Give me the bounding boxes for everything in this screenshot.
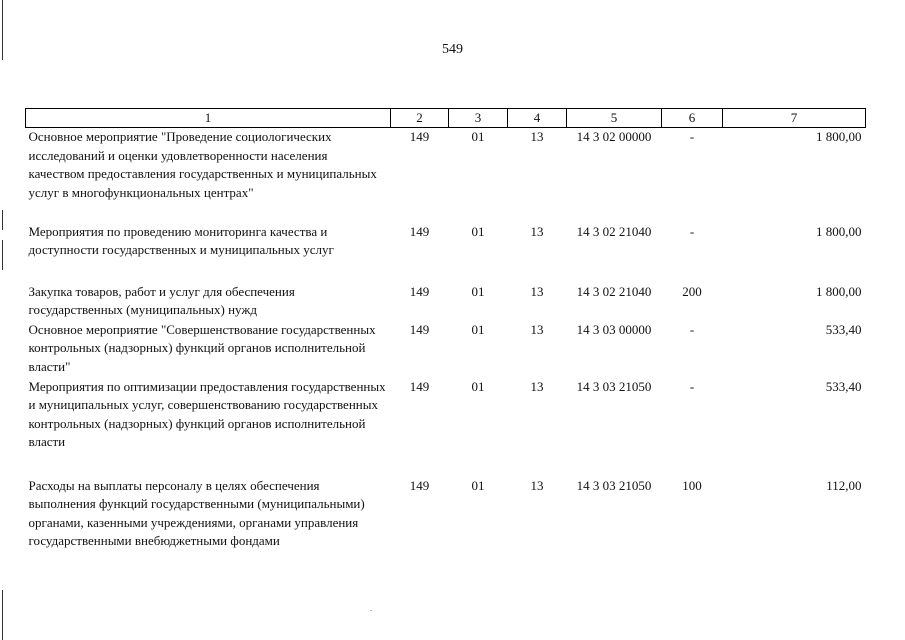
row-code-4: 13 (530, 129, 544, 144)
row-code-2: 149 (409, 283, 430, 299)
row-amount: 1 800,00 (816, 283, 862, 299)
row-code-2: 149 (409, 223, 430, 239)
column-header-2: 2 (391, 109, 449, 128)
row-code-5: 14 3 03 00000 (576, 321, 652, 337)
column-header-6: 6 (662, 109, 723, 128)
table-row (26, 378, 866, 477)
row-name: Расходы на выплаты персоналу в целях обеспечения выполнения функций государственными (муниципальными) органами, казенными учреждениями, органами управления государственными внебюджетными фондами (28, 477, 365, 548)
row-code-3: 01 (471, 378, 485, 394)
table-row (26, 283, 866, 321)
scan-edge-mark (2, 240, 3, 270)
row-code-2: 149 (409, 378, 430, 394)
row-code-5: 14 3 02 00000 (576, 129, 652, 144)
row-code-3: 01 (471, 477, 485, 493)
row-code-3: 01 (471, 283, 485, 299)
row-code-4: 13 (530, 477, 544, 493)
row-code-2: 149 (409, 321, 430, 337)
column-header-4: 4 (508, 109, 567, 128)
row-amount: 533,40 (825, 378, 862, 394)
row-code-4: 13 (530, 321, 544, 337)
row-code-6: - (689, 378, 695, 394)
row-code-3: 01 (471, 223, 485, 239)
table-header-row (26, 109, 866, 128)
table-row (26, 321, 866, 378)
column-header-1: 1 (26, 109, 391, 128)
row-code-6: - (689, 129, 695, 144)
row-code-2: 149 (409, 477, 430, 493)
row-code-4: 13 (530, 283, 544, 299)
column-header-3: 3 (449, 109, 508, 128)
row-name: Закупка товаров, работ и услуг для обеспечения государственных (муниципальных) нужд (28, 283, 295, 317)
table-row (26, 223, 866, 283)
row-code-5: 14 3 03 21050 (576, 378, 652, 394)
scan-edge-mark (2, 590, 3, 640)
page-number: 549 (442, 42, 463, 57)
row-code-6: 100 (682, 477, 702, 493)
table-row (26, 477, 866, 572)
row-name: Основное мероприятие "Проведение социологических исследований и оценки удовлетворенности населения качеством предоставления государственных и муниципальных услуг в многофункциональных центрах" (28, 129, 377, 200)
row-code-6: - (689, 321, 695, 337)
row-code-4: 13 (530, 223, 544, 239)
table-row (26, 128, 866, 223)
scan-edge-mark (2, 210, 3, 230)
row-name: Мероприятия по оптимизации предоставления государственных и муниципальных услуг, совершенствованию государственных контрольных (надзорных) функций органов исполнительной власти (28, 378, 386, 449)
row-code-6: - (689, 223, 695, 239)
budget-table (25, 108, 866, 572)
row-code-5: 14 3 03 21050 (576, 477, 652, 493)
row-code-6: 200 (682, 283, 702, 299)
row-code-4: 13 (530, 378, 544, 394)
row-amount: 1 800,00 (816, 129, 862, 144)
row-amount: 1 800,00 (816, 223, 862, 239)
column-header-5: 5 (567, 109, 662, 128)
row-code-2: 149 (409, 129, 430, 144)
row-name: Мероприятия по проведению мониторинга качества и доступности государственных и муниципальных услуг (28, 223, 334, 257)
row-amount: 112,00 (826, 477, 862, 493)
scan-speck (370, 610, 372, 611)
row-code-5: 14 3 02 21040 (576, 283, 652, 299)
row-code-3: 01 (471, 321, 485, 337)
column-header-7: 7 (723, 109, 866, 128)
row-code-5: 14 3 02 21040 (576, 223, 652, 239)
row-name: Основное мероприятие "Совершенствование государственных контрольных (надзорных) функций органов исполнительной власти" (28, 321, 376, 374)
row-code-3: 01 (471, 129, 485, 144)
row-amount: 533,40 (825, 321, 862, 337)
